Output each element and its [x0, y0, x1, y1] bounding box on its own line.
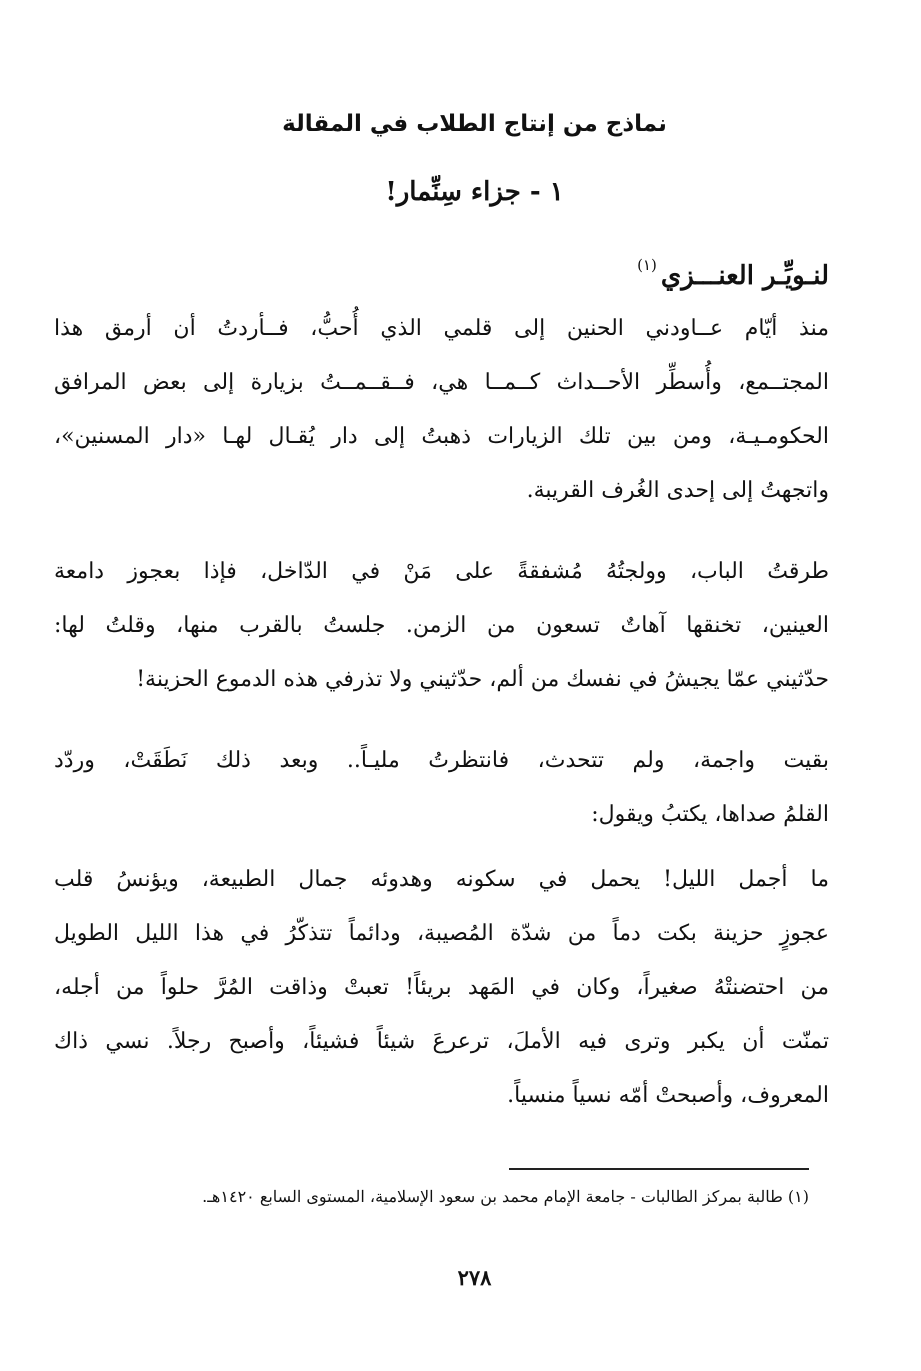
paragraph-line: القلمُ صداها، يكتبُ ويقول: [591, 802, 829, 827]
author-name: لنـويِّـر العنـــزي [660, 261, 829, 291]
footnote-divider [509, 1168, 809, 1170]
paragraph-4 [54, 853, 829, 1123]
paragraph-line: الحكومـيـة، ومن بين تلك الزيارات ذهبتُ إلى دار يُقـال لهـا «دار المسنين»، [54, 424, 829, 449]
paragraph-line: طرقتُ الباب، وولجتُهُ مُشفقةً على مَنْ في الدّاخل، فإذا بعجوز دامعة [54, 559, 829, 584]
author-line [637, 240, 829, 301]
footnote-marker: (١) [637, 256, 657, 274]
article-title: ١ - جزاء سِنِّمار! [385, 177, 564, 207]
page-heading: نماذج من إنتاج الطلاب في المقالة [282, 111, 667, 137]
footnote-text: (١) طالبة بمركز الطالبات - جامعة الإمام محمد بن سعود الإسلامية، المستوى السابع ١٤٢٠هـ. [202, 1187, 809, 1206]
paragraph-line: حدّثيني عمّا يجيشُ في نفسك من ألم، حدّثيني ولا تذرفي هذه الدموع الحزينة! [136, 667, 829, 692]
paragraph-line: عجوزٍ حزينة بكت دماً من شدّة المُصيبة، ودائماً تتذكّرُ في هذا الليل الطويل [54, 921, 829, 946]
paragraph-1 [54, 302, 829, 518]
paragraph-line: ما أجمل الليل! يحمل في سكونه وهدوئه جمال الطبيعة، ويؤنسُ قلب [54, 867, 829, 892]
paragraph-line: العينين، تخنقها آهاتٌ تسعون من الزمن. جلستُ بالقرب منها، وقلتُ لها: [54, 613, 829, 638]
paragraph-3 [54, 734, 829, 842]
paragraph-line: بقيت واجمة، ولم تتحدث، فانتظرتُ مليـاً.. وبعد ذلك نَطَقَتْ، وردّد [54, 748, 829, 773]
paragraph-line: المعروف، وأصبحتْ أمّه نسياً منسياً. [507, 1083, 829, 1108]
paragraph-line: تمنّت أن يكبر وترى فيه الأملَ، ترعرعَ شيئاً فشيئاً، وأصبح رجلاً. نسي ذاك [54, 1029, 829, 1054]
page-number: ٢٧٨ [457, 1265, 492, 1290]
paragraph-line: من احتضنتْهُ صغيراً، وكان في المَهد بريئاً! تعبتْ وذاقت المُرَّ حلواً من أجله، [54, 975, 829, 1000]
paragraph-line: واتجهتُ إلى إحدى الغُرف القريبة. [526, 478, 829, 503]
paragraph-line: المجتــمع، وأُسطِّر الأحــداث كــمــا هي، فــقــمــتُ بزيارة إلى بعض المرافق [54, 370, 829, 395]
paragraph-2 [54, 545, 829, 707]
paragraph-line: منذ أيّام عــاودني الحنين إلى قلمي الذي أُحبُّ، فــأردتُ أن أرمق هذا [54, 316, 829, 341]
